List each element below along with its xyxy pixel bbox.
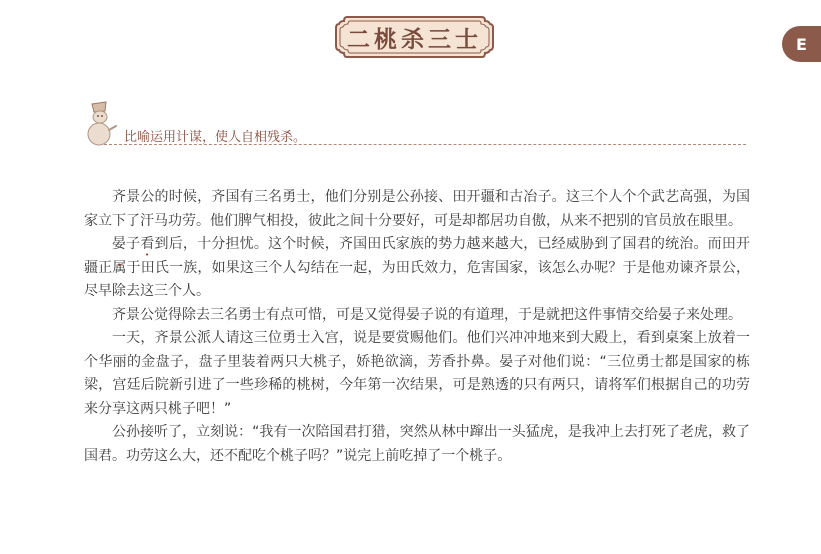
- story-paragraph-text: 看到后，十分担忧。这个时候，齐国田氏家族的势力越来越大，已经威胁到了国君的统治。而田开疆正属于田氏一族，如果这三个人勾结在一起，为田氏效力，危害国家，该怎么办呢？于是他劝谏齐景公，尽早除去这三个人。: [84, 236, 751, 299]
- story-paragraph: 公孙接听了，立刻说：“我有一次陪国君打猎，突然从林中蹿出一头猛虎，是我冲上去打死了老虎，救了国君。功劳这么大，还不配吃个桃子吗？”说完上前吃掉了一个桃子。: [84, 424, 750, 464]
- section-tab-letter: E: [796, 34, 807, 54]
- emphasized-word: 晏子 • •: [112, 236, 140, 252]
- story-body: [84, 186, 750, 468]
- idiom-summary: 比喻运用计谋，使人自相残杀。: [124, 130, 307, 145]
- title-badge: [333, 14, 496, 60]
- section-tab[interactable]: [782, 26, 821, 62]
- story-paragraph: 一天，齐景公派人请这三位勇士入宫，说是要赏赐他们。他们兴冲冲地来到大殿上，看到桌案上放着一个华丽的金盘子，盘子里装着两只大桃子，娇艳欲滴，芳香扑鼻。晏子对他们说：“三位勇士都是国家的栋梁，宫廷后院新引进了一些珍稀的桃树，今年第一次结果，可是熟透的只有两只，请将军们根据自己的功劳来分享这两只桃子吧！”: [84, 330, 750, 417]
- gourd-mascot-icon: [84, 100, 120, 148]
- story-paragraph: [84, 233, 750, 304]
- dashed-divider: [104, 144, 746, 145]
- story-paragraph: 齐景公觉得除去三名勇士有点可惜，可是又觉得晏子说的有道理，于是就把这件事情交给晏子来处理。: [112, 306, 742, 323]
- story-paragraph: 齐景公的时候，齐国有三名勇士，他们分别是公孙接、田开疆和古冶子。这三个人个个武艺高强，为国家立下了汗马功劳。他们脾气相投，彼此之间十分要好，可是却都居功自傲，从来不把别的官员放在眼里。: [84, 189, 750, 229]
- page-title: 二桃杀三士: [347, 26, 482, 53]
